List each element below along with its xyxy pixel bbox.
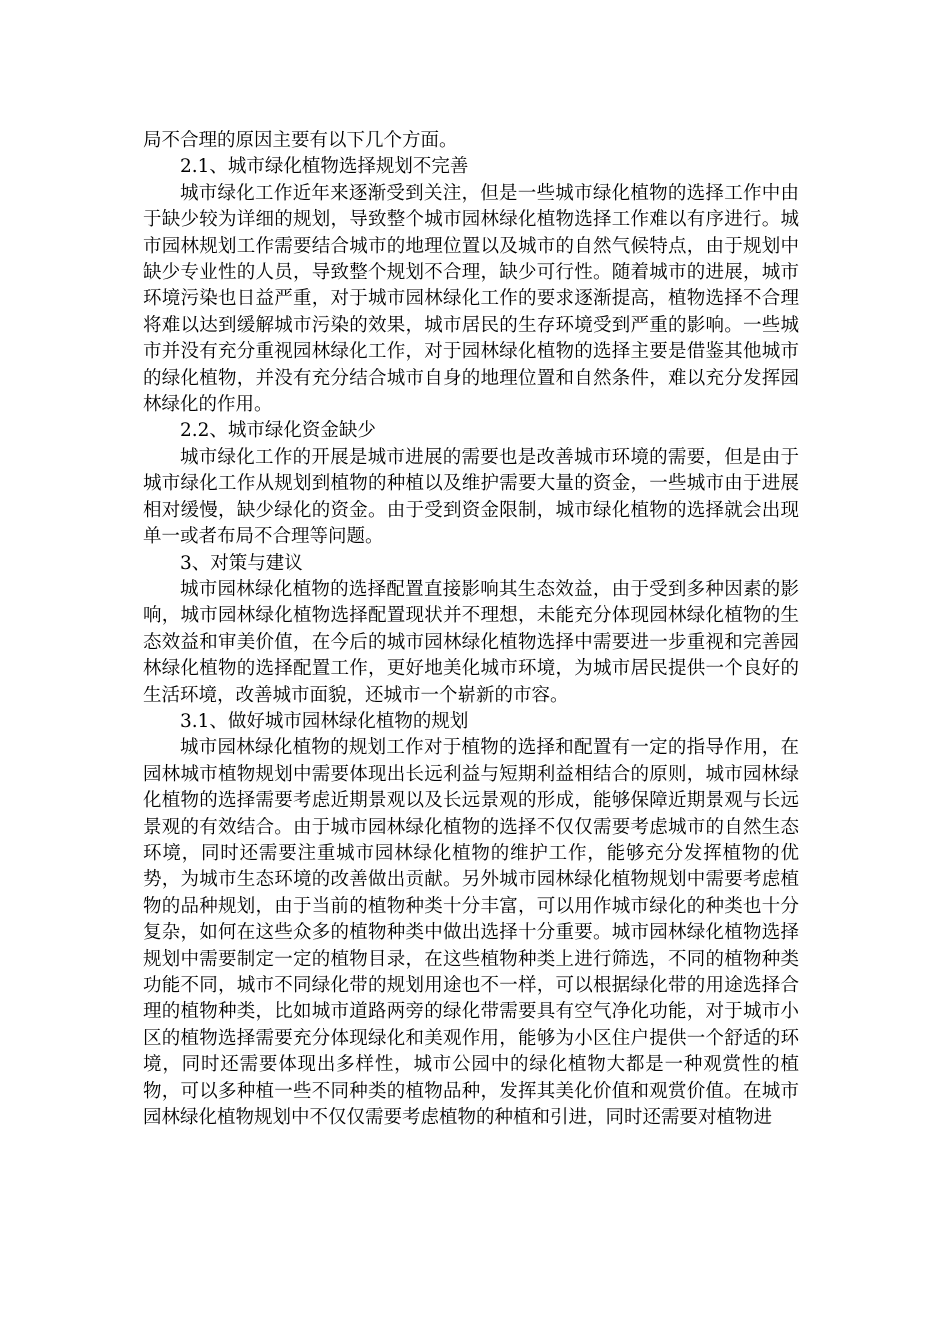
paragraph-continued: 局不合理的原因主要有以下几个方面。 (143, 130, 458, 151)
section-heading-2-1: 2.1、城市绿化植物选择规划不完善 (180, 156, 469, 178)
section-heading-3-1: 3.1、做好城市园林绿化植物的规划 (180, 710, 469, 732)
paragraph: 城市绿化工作的开展是城市进展的需要也是改善城市环境的需要，但是由于城市绿化工作从规划到植物的种植以及维护需要大量的资金，一些城市由于进展相对缓慢，缺少绿化的资金。由于受到资金限制，城市绿化植物的选择就会出现单一或者布局不合理等问题。 (143, 446, 799, 548)
section-heading-2-2: 2.2、城市绿化资金缺少 (180, 420, 376, 442)
document-page (143, 128, 799, 1131)
paragraph: 城市园林绿化植物的选择配置直接影响其生态效益，由于受到多种因素的影响，城市园林绿化植物选择配置现状并不理想，未能充分体现园林绿化植物的生态效益和审美价值，在今后的城市园林绿化植物选择中需要进一步重视和完善园林绿化植物的选择配置工作，更好地美化城市环境，为城市居民提供一个良好的生活环境，改善城市面貌，还城市一个崭新的市容。 (143, 578, 799, 706)
paragraph: 城市绿化工作近年来逐渐受到关注，但是一些城市绿化植物的选择工作中由于缺少较为详细的规划，导致整个城市园林绿化植物选择工作难以有序进行。城市园林规划工作需要结合城市的地理位置以及城市的自然气候特点，由于规划中缺少专业性的人员，导致整个规划不合理，缺少可行性。随着城市的进展，城市环境污染也日益严重，对于城市园林绿化工作的要求逐渐提高，植物选择不合理将难以达到缓解城市污染的效果，城市居民的生存环境受到严重的影响。一些城市并没有充分重视园林绿化工作，对于园林绿化植物的选择主要是借鉴其他城市的绿化植物，并没有充分结合城市自身的地理位置和自然条件，难以充分发挥园林绿化的作用。 (143, 182, 799, 416)
paragraph: 城市园林绿化植物的规划工作对于植物的选择和配置有一定的指导作用，在园林城市植物规划中需要体现出长远利益与短期利益相结合的原则，城市园林绿化植物的选择需要考虑近期景观以及长远景观的形成，能够保障近期景观与长远景观的有效结合。由于城市园林绿化植物的选择不仅仅需要考虑城市的自然生态环境，同时还需要注重城市园林绿化植物的维护工作，能够充分发挥植物的优势，为城市生态环境的改善做出贡献。另外城市园林绿化植物规划中需要考虑植物的品种规划，由于当前的植物种类十分丰富，可以用作城市绿化的种类也十分复杂，如何在这些众多的植物种类中做出选择十分重要。城市园林绿化植物选择规划中需要制定一定的植物目录，在这些植物种类上进行筛选，不同的植物种类功能不同，城市不同绿化带的规划用途也不一样，可以根据绿化带的用途选择合理的植物种类，比如城市道路两旁的绿化带需要具有空气净化功能，对于城市小区的植物选择需要充分体现绿化和美观作用，能够为小区住户提供一个舒适的环境，同时还需要体现出多样性，城市公园中的绿化植物大都是一种观赏性的植物，可以多种植一些不同种类的植物品种，发挥其美化价值和观赏价值。在城市园林绿化植物规划中不仅仅需要考虑植物的种植和引进，同时还需要对植物进 (143, 737, 799, 1129)
section-heading-3: 3、对策与建议 (180, 552, 303, 574)
